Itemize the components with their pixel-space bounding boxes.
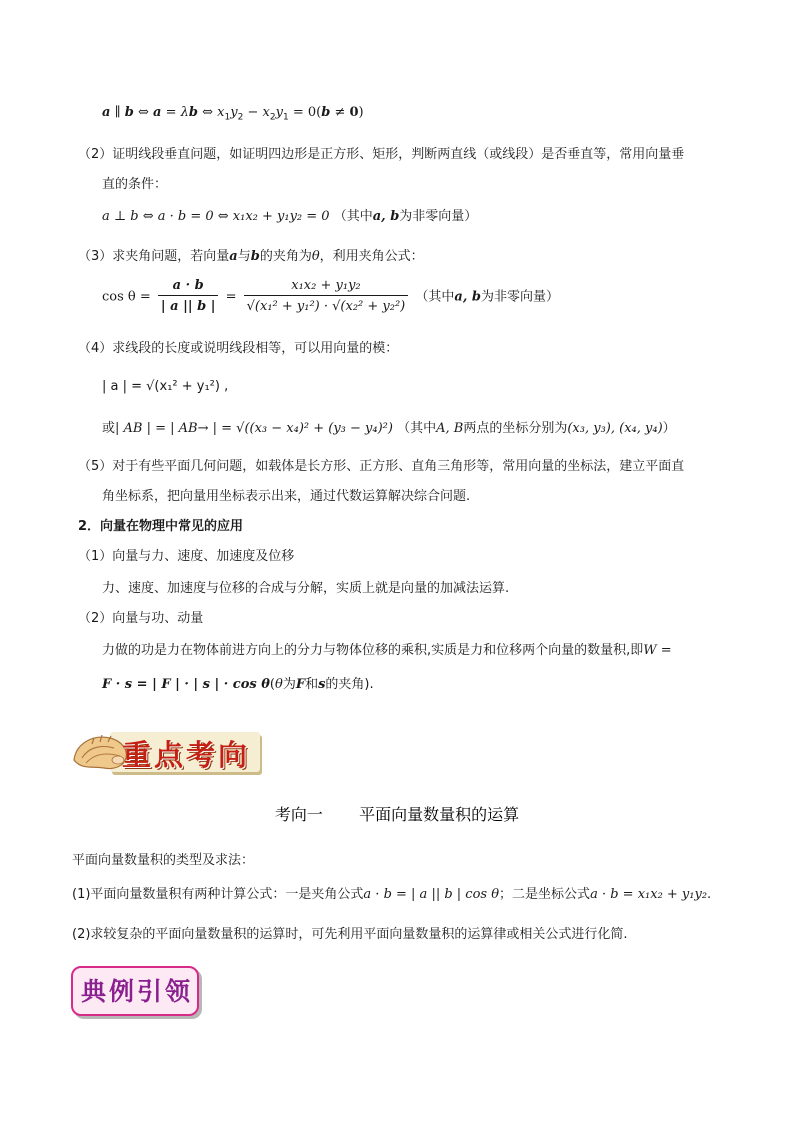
section2-sub2-body [102, 642, 672, 660]
ab-note-after: ） [662, 421, 676, 436]
item3-text-4: ，利用夹角公式： [319, 249, 424, 264]
angle-formula-inline: a · b = | a || b | cos θ [363, 887, 500, 902]
item3-b: b [250, 249, 260, 264]
item3-a: a [229, 249, 238, 264]
angle-note-after: 为非零向量） [480, 289, 559, 305]
work-paren: ( [269, 677, 275, 692]
frac2-numerator: x₁x₂ + y₁y₂ [244, 278, 409, 296]
section2-heading: 2．向量在物理中常见的应用 [78, 519, 244, 534]
work-he: 和 [305, 677, 319, 692]
section-title [0, 802, 794, 825]
work-formula [102, 676, 374, 694]
cos-lhs: cos θ = [102, 289, 151, 305]
item3-theta: θ [311, 249, 320, 264]
section2-sub1-body: 力、速度、加速度与位移的合成与分解，实质上就是向量的加减法运算. [102, 581, 510, 596]
ab-note-mid: 两点的坐标分别为 [463, 421, 568, 436]
item3-text-3: 的夹角为 [259, 249, 312, 264]
angle-note-ab: a, b [454, 289, 481, 305]
segment-length-formula [102, 420, 676, 438]
item5-line2: 角坐标系，把向量用坐标表示出来，通过代数运算解决综合问题. [102, 489, 471, 504]
types-point1-end: . [707, 887, 712, 902]
item2-line1: （2）证明线段垂直问题，如证明四边形是正方形、矩形，判断两直线（或线段）是否垂直等，常用向量垂 [78, 147, 685, 162]
fraction-coordinate-form [244, 278, 409, 316]
work-definition-text: 力做的功是力在物体前进方向上的分力与物体位移的乘积,实质是力和位移两个向量的数量积,即 [102, 643, 644, 658]
item2-line2: 直的条件： [102, 177, 168, 192]
focus-banner-title: 重点考向 [122, 738, 251, 772]
ab-note-points: A, B [436, 421, 464, 436]
types-intro: 平面向量数量积的类型及求法： [72, 853, 255, 868]
work-angle-end: 的夹角). [325, 677, 374, 692]
work-s: s [318, 677, 326, 692]
item5-line1: （5）对于有些平面几何问题，如载体是长方形、正方形、直角三角形等，常用向量的坐标法，建立平面直 [78, 459, 685, 474]
frac1-numerator: a · b [158, 278, 219, 296]
item3-text-1: （3）求夹角问题，若向量 [78, 249, 230, 264]
example-banner [71, 966, 199, 1016]
perp-note-ab: a, b [372, 209, 400, 224]
focus-banner [70, 726, 264, 780]
work-theta: θ [274, 677, 283, 692]
perpendicular-formula-text: a ⊥ b ⇔ a · b = 0 ⇔ x₁x₂ + y₁y₂ = 0 [102, 209, 330, 224]
section-title-part1: 考向一 [274, 805, 323, 824]
work-wei: 为 [282, 677, 296, 692]
coordinate-formula-inline: a · b = x₁x₂ + y₁y₂ [590, 887, 708, 902]
perp-note-after: 为非零向量） [399, 209, 478, 224]
perpendicular-condition-formula [102, 208, 477, 226]
types-point1-text: (1)平面向量数量积有两种计算公式：一是夹角公式 [72, 887, 364, 902]
modulus-formula: | a | = √(x₁² + y₁²) , [102, 379, 229, 394]
types-point1-text2: ；二是坐标公式 [499, 887, 591, 902]
section2-sub2: （2）向量与功、动量 [78, 611, 204, 626]
ab-note-coords: (x₃, y₃), (x₄, y₄) [567, 421, 663, 436]
fraction-vector-form [158, 278, 219, 316]
item4-line1: （4）求线段的长度或说明线段相等，可以用向量的模： [78, 341, 399, 356]
parallel-condition-formula: a ∥ b ⇔ a = λb ⇔ $x_1y_2 - x_2y_1 = 0(b \ne 0)$ [102, 105, 364, 123]
frac1-denominator: | a || b | [160, 299, 216, 314]
perp-note-before: （其中 [333, 209, 373, 224]
work-formula-text: F · s = | F | · | s | · cos θ [102, 677, 270, 692]
angle-note-before: （其中 [415, 289, 455, 305]
types-point1 [72, 886, 711, 904]
section2-sub1: （1）向量与力、速度、加速度及位移 [78, 549, 295, 564]
work-symbol: W = [643, 643, 672, 658]
ab-note-before: （其中 [397, 421, 437, 436]
item3-text-2: 与 [237, 249, 251, 264]
ab-length-formula: | AB | = | AB→ | = √((x₃ − x₄)² + (y₃ − y₄)²) [115, 421, 393, 436]
or-prefix: 或 [102, 421, 116, 436]
angle-formula: cos θ = $\frac{a \cdot b}{| a || b |}$ = $\frac{\text{x₁x₂ + y₁y₂}}{\text{√(x₁² + y₁²) · √(x₂² + y₂²)}}$ （其中a, b为非零向量） [102, 278, 559, 314]
item3-line [78, 248, 424, 266]
conch-shell-icon [70, 730, 130, 776]
section-title-part2: 平面向量数量积的运算 [359, 805, 520, 824]
example-banner-title: 典例引领 [81, 977, 194, 1006]
types-point2: (2)求较复杂的平面向量数量积的运算时，可先利用平面向量数量积的运算律或相关公式进行化简. [72, 927, 628, 942]
work-F: F [295, 677, 306, 692]
frac2-denominator: √(x₁² + y₁²) · √(x₂² + y₂²) [246, 299, 406, 314]
